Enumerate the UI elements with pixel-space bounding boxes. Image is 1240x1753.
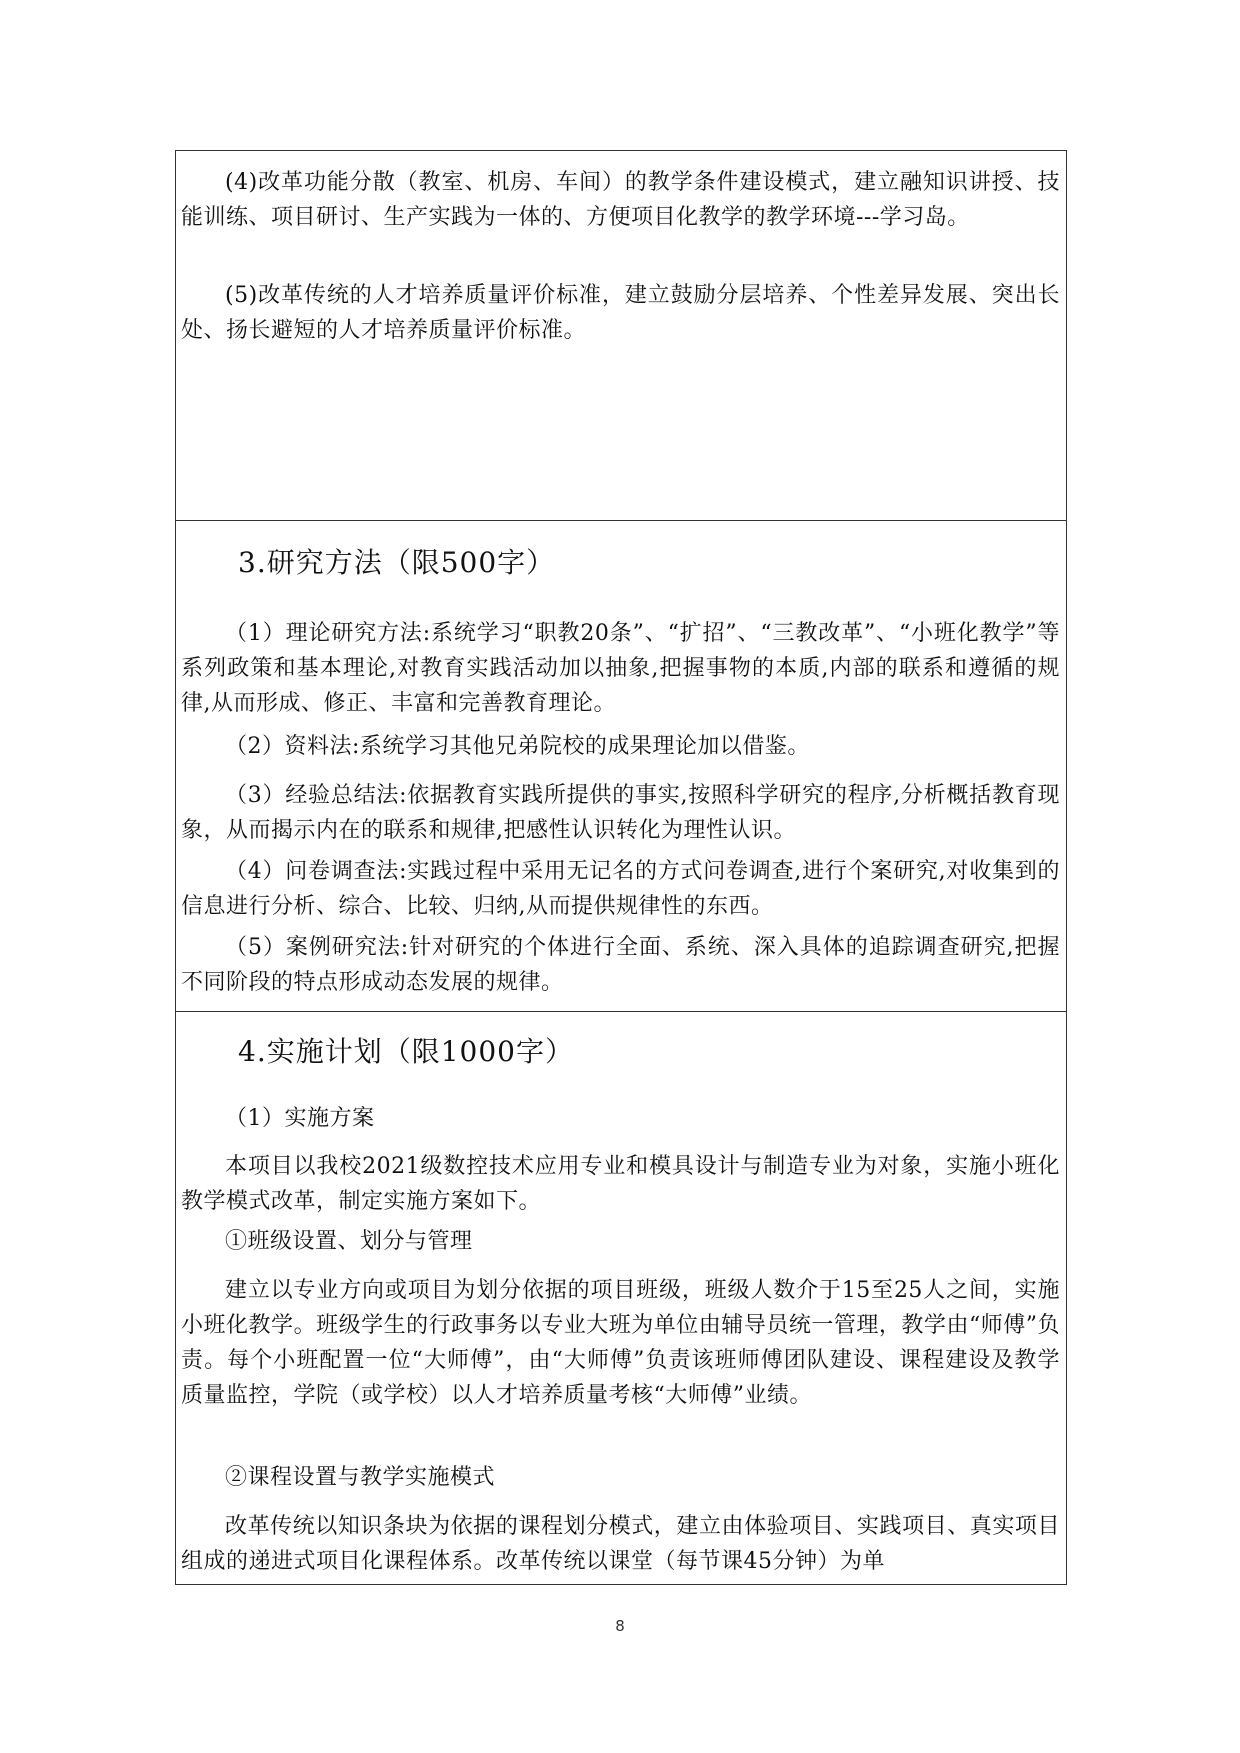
paragraph-plan-course-title: ②课程设置与教学实施模式 bbox=[225, 1465, 496, 1490]
paragraph-plan-intro: 本项目以我校2021级数控技术应用专业和模具设计与制造专业为对象，实施小班化教学模式改革，制定实施方案如下。 bbox=[181, 1154, 1060, 1214]
paragraph-plan-class-body: 建立以专业方向或项目为划分依据的项目班级，班级人数介于15至25人之间，实施小班化教学。班级学生的行政事务以专业大班为单位由辅导员统一管理，教学由“师傅”负责。每个小班配置一位“大师傅”，由“大师傅”负责该班师傅团队建设、课程建设及教学质量监控，学院（或学校）以人才培养质量考核“大师傅”业绩。 bbox=[181, 1278, 1060, 1408]
content-cell-reform bbox=[176, 151, 1066, 520]
content-cell-methods bbox=[176, 520, 1066, 1011]
paragraph-reform-4: (4)改革功能分散（教室、机房、车间）的教学条件建设模式，建立融知识讲授、技能训练、项目研讨、生产实践为一体的、方便项目化教学的教学环境---学习岛。 bbox=[181, 170, 1060, 230]
paragraph-plan-subheading: （1）实施方案 bbox=[225, 1106, 375, 1131]
form-table bbox=[175, 150, 1067, 1585]
paragraph-plan-class-title: ①班级设置、划分与管理 bbox=[225, 1229, 473, 1254]
section-heading-plan: 4.实施计划（限1000字） bbox=[238, 1035, 574, 1068]
paragraph-reform-5: (5)改革传统的人才培养质量评价标准，建立鼓励分层培养、个性差异发展、突出长处、扬长避短的人才培养质量评价标准。 bbox=[181, 283, 1060, 343]
paragraph-method-2: （2）资料法:系统学习其他兄弟院校的成果理论加以借鉴。 bbox=[225, 734, 810, 759]
page-number: 8 bbox=[615, 1617, 625, 1635]
paragraph-method-3: （3）经验总结法:依据教育实践所提供的事实,按照科学研究的程序,分析概括教育现象，从而揭示内在的联系和规律,把感性认识转化为理性认识。 bbox=[181, 783, 1060, 843]
section-heading-methods: 3.研究方法（限500字） bbox=[238, 546, 556, 579]
content-cell-plan bbox=[176, 1011, 1066, 1584]
paragraph-method-1: （1）理论研究方法:系统学习“职教20条”、“扩招”、“三教改革”、“小班化教学”等系列政策和基本理论,对教育实践活动加以抽象,把握事物的本质,内部的联系和遵循的规律,从而形成、修正、丰富和完善教育理论。 bbox=[181, 621, 1060, 716]
paragraph-method-4: （4）问卷调查法:实践过程中采用无记名的方式问卷调查,进行个案研究,对收集到的信息进行分析、综合、比较、归纳,从而提供规律性的东西。 bbox=[181, 859, 1060, 919]
paragraph-plan-course-body: 改革传统以知识条块为依据的课程划分模式，建立由体验项目、实践项目、真实项目组成的递进式项目化课程体系。改革传统以课堂（每节课45分钟）为单 bbox=[181, 1514, 1060, 1574]
paragraph-method-5: （5）案例研究法:针对研究的个体进行全面、系统、深入具体的追踪调查研究,把握不同阶段的特点形成动态发展的规律。 bbox=[181, 935, 1060, 995]
